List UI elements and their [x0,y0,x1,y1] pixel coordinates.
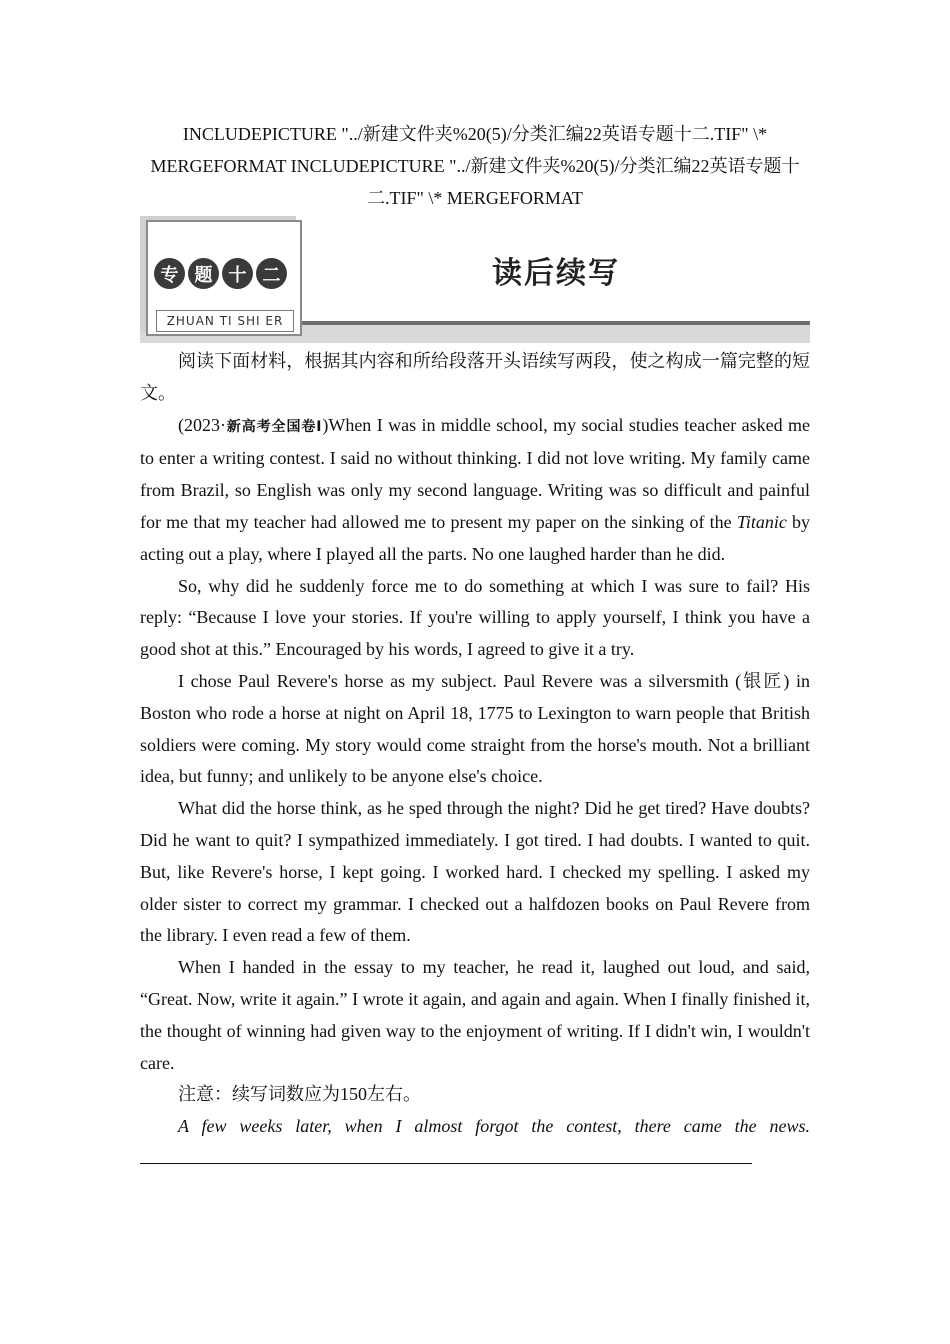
paragraph-4: What did the horse think, as he sped through the night? Did he get tired? Have doubts? Did he want to quit? I sympathized immediately. I got tired. I had doubts. I wanted to quit. But, like Revere's horse, I kept going. I worked hard. I checked my spelling. I asked my older sister to correct my grammar. I checked out a halfdozen books on Paul Revere from the library. I even read a few of them. [140,798,810,946]
paragraph-2: So, why did he suddenly force me to do something at which I was sure to fail? His reply: “Because I love your stories. If you're willing to apply yourself, I think you have a good shot at this.” Encouraged by his words, I agreed to give it a try. [140,575,810,660]
badge-char: 二 [256,258,287,289]
instruction-text: 阅读下面材料，根据其内容和所给段落开头语续写两段，使之构成一篇完整的短文。 [140,351,810,403]
paragraph-1 [140,410,810,571]
topic-badge [146,220,302,336]
section-title: 读后续写 [492,256,620,291]
article-body [140,346,810,1175]
banner-rule [298,321,810,325]
paragraph-3: I chose Paul Revere's horse as my subject. Paul Revere was a silversmith (银匠) in Boston who rode a horse at night on April 18, 1775 to Lexington to warn people that British soldiers were coming. My story would come straight from the horse's mouth. Not a brilliant idea, but funny; and unlikely to be anyone else's choice. [140,670,810,787]
badge-char: 专 [154,258,185,289]
badge-char: 十 [222,258,253,289]
answer-line[interactable] [140,1145,752,1164]
source-open: (2023· [178,414,226,435]
badge-circles [154,258,287,289]
continuation-prompt [140,1111,810,1175]
note-text: 注意：续写词数应为150左右。 [178,1084,421,1105]
continuation-text: A few weeks later, when I almost forgot the contest, there came the news. [178,1116,810,1137]
badge-pinyin: ZHUAN TI SHI ER [156,310,294,332]
section-banner [140,218,810,344]
paragraph-1-end: by acting out a play, where I played all the parts. No one laughed harder than he did. [140,511,811,564]
paragraph-5: When I handed in the essay to my teacher, he read it, laughed out loud, and said, “Great. Now, write it again.” I wrote it again, and again and again. When I finally finished it, the thought of winning had given way to the enjoyment of writing. If I didn't win, I wouldn't care. [140,957,810,1073]
source-label: 新高考全国卷Ⅰ [226,418,323,435]
paragraph-1-text: When I was in middle school, my social studies teacher asked me to enter a writing contest. I said no without thinking. I did not love writing. My family came from Brazil, so English was only my second language. Writing was so difficult and painful for me that my teacher had allowed me to present my paper on the sinking of the [140,414,810,532]
banner-shadow-bar [298,325,810,343]
field-code-header: INCLUDEPICTURE "../新建文件夹%20(5)/分类汇编22英语专题十二.TIF" \* MERGEFORMAT INCLUDEPICTURE "../新建文件夹%20(5)/分类汇编22英语专题十二.TIF" \* MERGEFORMAT [150,124,800,208]
source-close: ) [322,414,329,435]
ship-title: Titanic [736,511,787,532]
badge-char: 题 [188,258,219,289]
